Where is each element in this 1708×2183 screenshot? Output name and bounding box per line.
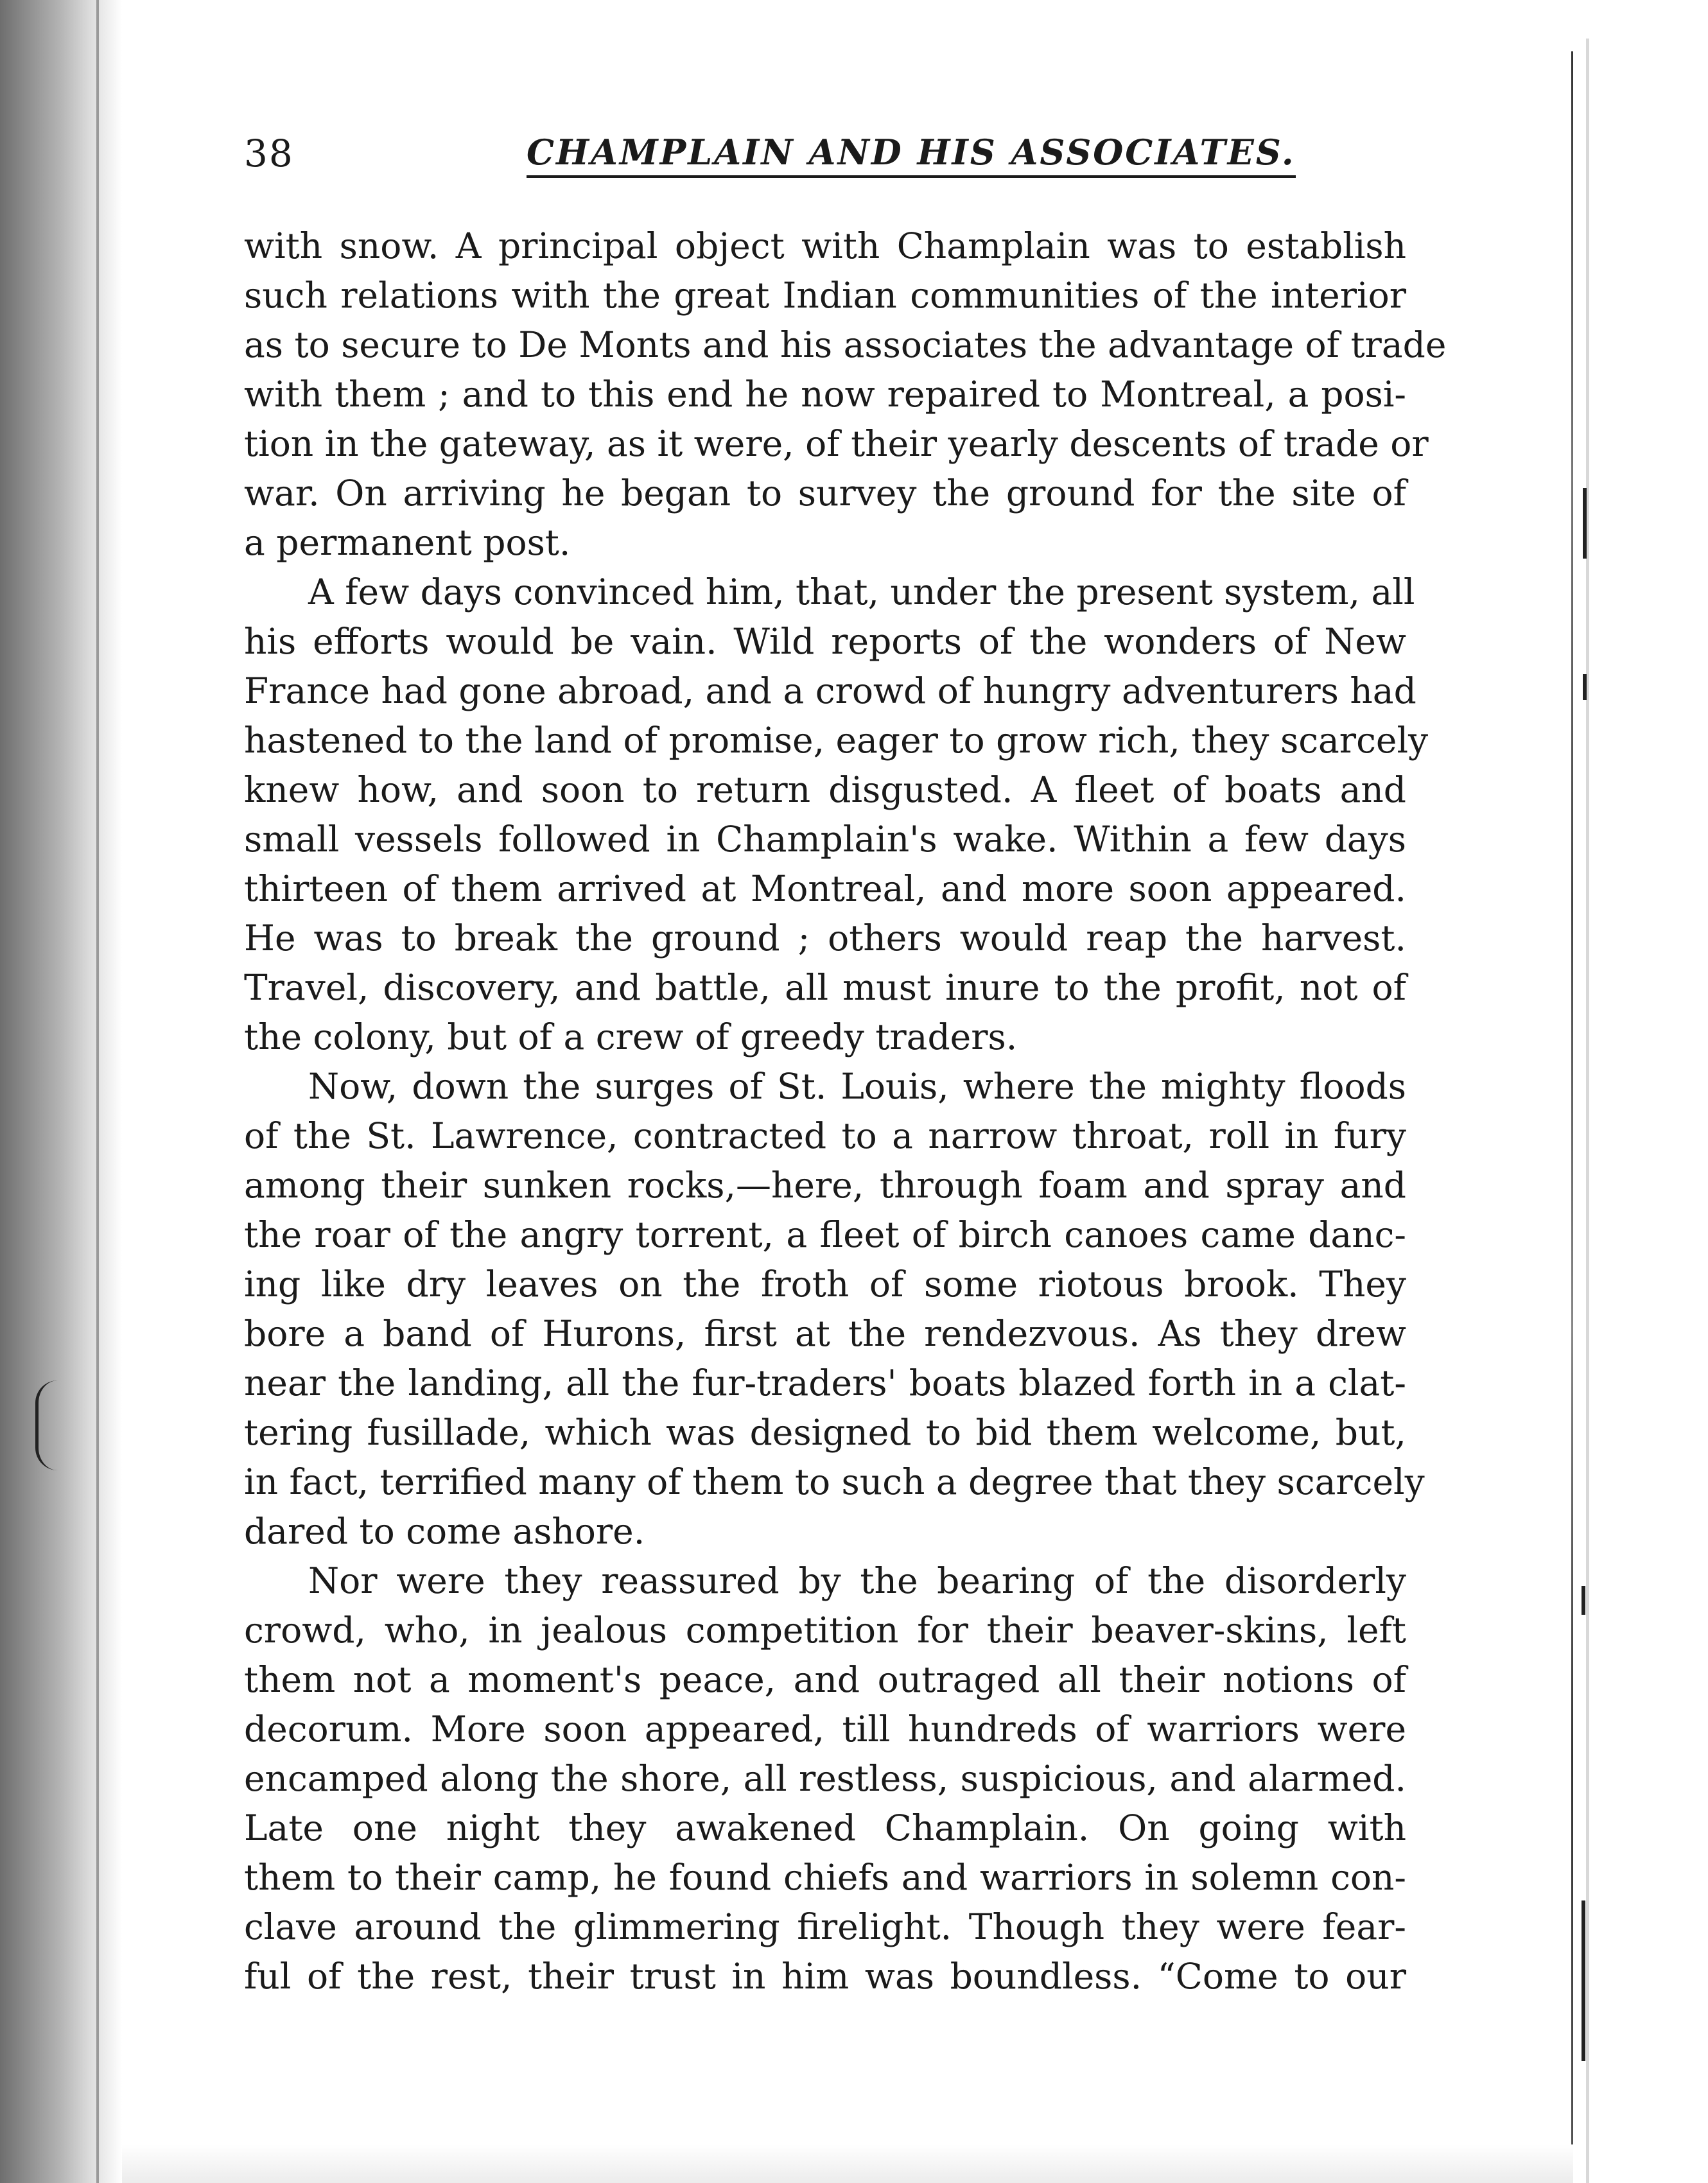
text-line: as to secure to De Monts and his associates the advantage of trade [244, 324, 1447, 365]
text-line: clave around the glimmering firelight. Though they were fear- [244, 1906, 1406, 1947]
binding-line [96, 0, 99, 2183]
text-line: with snow. A principal object with Champlain was to establish [244, 225, 1406, 266]
running-head: CHAMPLAIN AND HIS ASSOCIATES. [527, 132, 1296, 178]
page-edge-mark [1582, 1586, 1585, 1615]
text-line: tion in the gateway, as it were, of their yearly descents of trade or [244, 423, 1429, 464]
text-line: war. On arriving he began to survey the ground for the site of [244, 473, 1406, 514]
margin-bracket-mark [35, 1380, 58, 1470]
text-line: his efforts would be vain. Wild reports of the wonders of New [244, 621, 1406, 662]
page-edge-mark [1582, 1900, 1585, 2061]
text-line: such relations with the great Indian communities of the interior [244, 275, 1406, 316]
page-bottom-edge [122, 2144, 1573, 2183]
text-line: small vessels followed in Champlain's wake. Within a few days [244, 819, 1406, 860]
text-line: Nor were they reassured by the bearing of the disorderly [308, 1560, 1406, 1601]
binding-shadow [0, 0, 122, 2183]
page-edge-line [1571, 51, 1573, 2183]
text-line: bore a band of Hurons, first at the rendezvous. As they drew [244, 1313, 1406, 1354]
page-number: 38 [244, 132, 294, 175]
text-line: Travel, discovery, and battle, all must inure to the profit, not of [244, 967, 1406, 1008]
page-edge-mark [1583, 488, 1587, 559]
page-edge-shadow [1586, 39, 1589, 2183]
paragraph [244, 568, 1429, 1062]
page-edge-mark [1583, 674, 1587, 700]
text-line: them to their camp, he found chiefs and warriors in solemn con- [244, 1857, 1406, 1898]
text-line: dared to come ashore. [244, 1511, 645, 1552]
text-line: tering fusillade, which was designed to bid them welcome, but, [244, 1412, 1406, 1453]
text-line: decorum. More soon appeared, till hundreds of warriors were [244, 1709, 1406, 1750]
body-text [244, 222, 1447, 2001]
text-line: a permanent post. [244, 522, 571, 563]
text-line: of the St. Lawrence, contracted to a narrow throat, roll in fury [244, 1115, 1406, 1156]
paragraph [244, 1556, 1406, 2001]
text-line: hastened to the land of promise, eager to grow rich, they scarcely [244, 720, 1429, 761]
text-line: encamped along the shore, all restless, suspicious, and alarmed. [244, 1758, 1406, 1799]
text-line: the colony, but of a crew of greedy traders. [244, 1016, 1018, 1057]
text-line: with them ; and to this end he now repaired to Montreal, a posi- [244, 374, 1406, 415]
text-line: knew how, and soon to return disgusted. A fleet of boats and [244, 769, 1406, 810]
text-line: ful of the rest, their trust in him was boundless. “Come to our [244, 1956, 1406, 1997]
page-header [244, 125, 1400, 183]
text-line: among their sunken rocks,—here, through foam and spray and [244, 1165, 1406, 1206]
text-line: He was to break the ground ; others would reap the harvest. [244, 918, 1406, 959]
text-line: in fact, terrified many of them to such a degree that they scarcely [244, 1461, 1425, 1502]
text-line: Late one night they awakened Champlain. On going with [244, 1807, 1406, 1848]
text-line: ing like dry leaves on the froth of some riotous brook. They [244, 1264, 1406, 1305]
text-line: thirteen of them arrived at Montreal, and more soon appeared. [244, 868, 1406, 909]
paragraph [244, 1062, 1425, 1556]
text-line: the roar of the angry torrent, a fleet of birch canoes came danc- [244, 1214, 1406, 1255]
text-line: A few days convinced him, that, under the present system, all [308, 571, 1415, 613]
text-line: Now, down the surges of St. Louis, where the mighty floods [308, 1066, 1406, 1107]
paragraph [244, 222, 1447, 568]
text-line: them not a moment's peace, and outraged all their notions of [244, 1659, 1406, 1700]
text-line: crowd, who, in jealous competition for their beaver-skins, left [244, 1610, 1406, 1651]
text-line: near the landing, all the fur-traders' boats blazed forth in a clat- [244, 1362, 1406, 1404]
text-line: France had gone abroad, and a crowd of hungry adventurers had [244, 670, 1416, 711]
